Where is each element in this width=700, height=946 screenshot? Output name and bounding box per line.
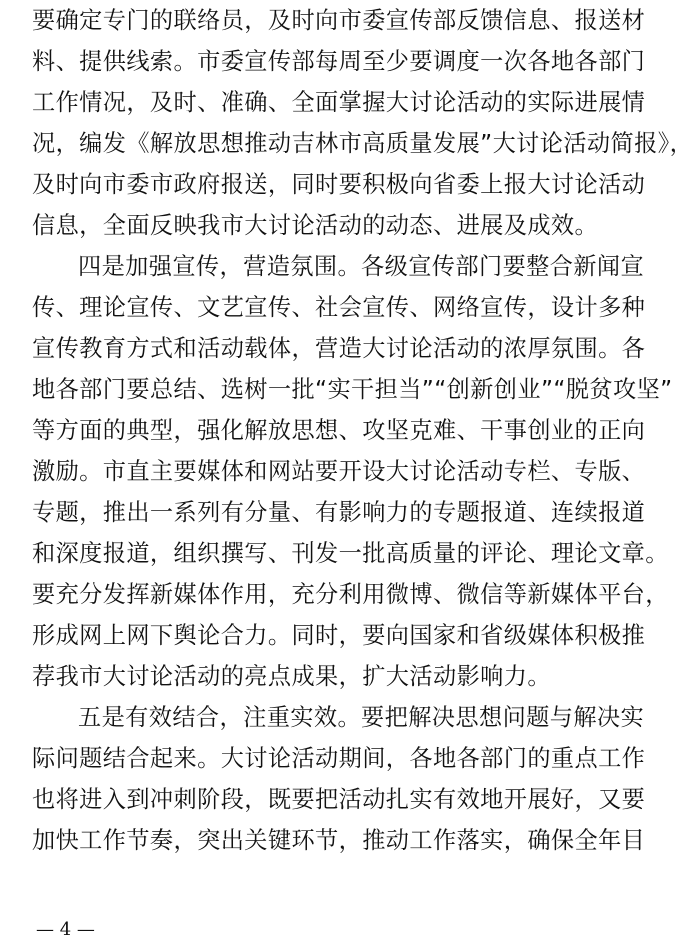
text-line: 要确定专门的联络员，及时向市委宣传部反馈信息、报送材 xyxy=(32,7,646,34)
text-line: 等方面的典型，强化解放思想、攻坚克难、干事创业的正向 xyxy=(32,417,646,444)
text-line: 专题，推出一系列有分量、有影响力的专题报道、连续报道 xyxy=(32,499,646,526)
text-line: 传、理论宣传、文艺宣传、社会宣传、网络宣传，设计多种 xyxy=(32,294,646,321)
text-line: 工作情况，及时、准确、全面掌握大讨论活动的实际进展情 xyxy=(32,89,646,116)
text-line: 荐我市大讨论活动的亮点成果，扩大活动影响力。 xyxy=(32,663,551,690)
page-number: — 4 — xyxy=(36,919,95,940)
text-line: 地各部门要总结、选树一批“实干担当”“创新创业”“脱贫攻坚” xyxy=(32,376,673,403)
paragraph-first-line: 四是加强宣传，营造氛围。各级宣传部门要整合新闻宣 xyxy=(78,253,645,280)
text-line: 及时向市委市政府报送，同时要积极向省委上报大讨论活动 xyxy=(32,171,646,198)
text-line: 料、提供线索。市委宣传部每周至少要调度一次各地各部门 xyxy=(32,48,646,75)
text-line: 际问题结合起来。大讨论活动期间，各地各部门的重点工作 xyxy=(32,745,646,772)
text-line: 信息，全面反映我市大讨论活动的动态、进展及成效。 xyxy=(32,212,599,239)
text-line: 宣传教育方式和活动载体，营造大讨论活动的浓厚氛围。各 xyxy=(32,335,646,362)
text-line: 和深度报道，组织撰写、刊发一批高质量的评论、理论文章。 xyxy=(32,540,669,567)
document-body xyxy=(32,0,694,861)
text-line: 激励。市直主要媒体和网站要开设大讨论活动专栏、专版、 xyxy=(32,458,646,485)
text-line: 也将进入到冲刺阶段，既要把活动扎实有效地开展好，又要 xyxy=(32,786,646,813)
document-text xyxy=(32,0,694,861)
text-line: 要充分发挥新媒体作用，充分利用微博、微信等新媒体平台， xyxy=(32,581,669,608)
paragraph-first-line: 五是有效结合，注重实效。要把解决思想问题与解决实 xyxy=(78,704,645,731)
text-line: 况，编发《解放思想推动吉林市高质量发展”大讨论活动简报》， xyxy=(32,130,694,157)
text-line: 加快工作节奏，突出关键环节，推动工作落实，确保全年目 xyxy=(32,827,646,854)
text-line: 形成网上网下舆论合力。同时，要向国家和省级媒体积极推 xyxy=(32,622,646,649)
